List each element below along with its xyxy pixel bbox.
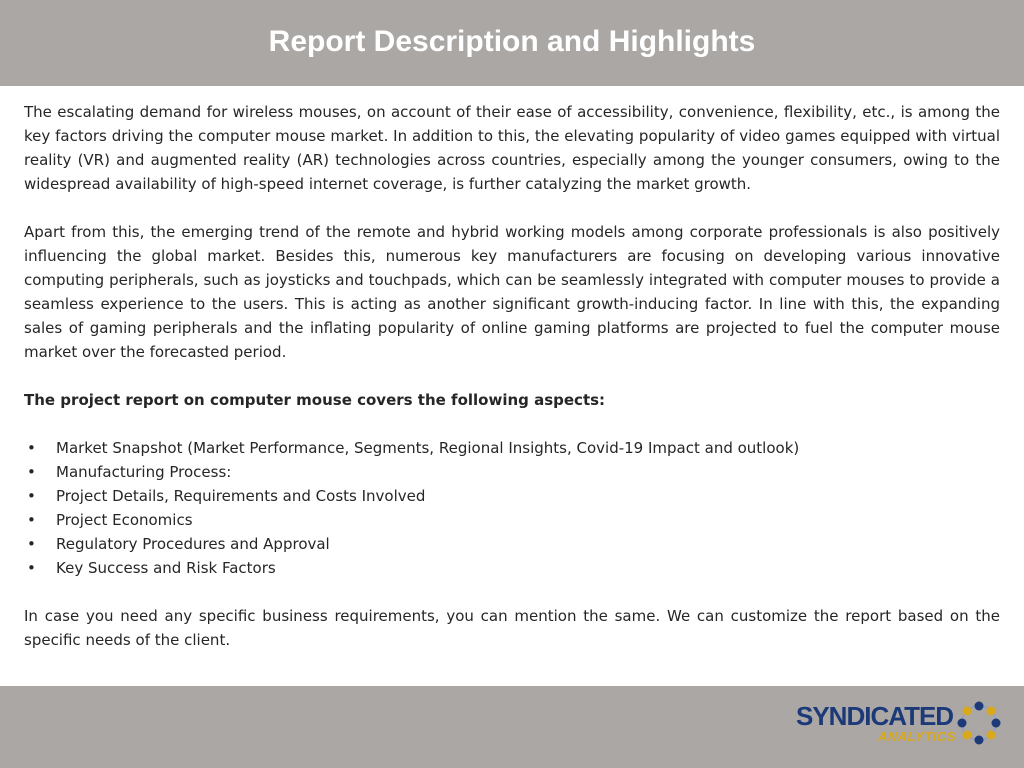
aspects-list: [24, 436, 1000, 580]
list-item-text: Key Success and Risk Factors: [56, 559, 276, 577]
bullet-icon: •: [27, 439, 36, 457]
list-item-text: Regulatory Procedures and Approval: [56, 535, 330, 553]
syndicated-analytics-logo: [796, 700, 1006, 750]
list-item-text: Project Economics: [56, 511, 193, 529]
logo-wordmark: SYNDICATED: [796, 701, 954, 731]
list-item: [24, 556, 1000, 580]
paragraph-market-trends: Apart from this, the emerging trend of the remote and hybrid working models among corporate professionals is also positively influencing the global market. Besides this, numerous key manufacturers are focusing on developing various innovative computing peripherals, such as joysticks and touchpads, which can be seamlessly integrated with computer mouses to provide a seamless experience to the users. This is acting as another significant growth-inducing factor. In line with this, the expanding sales of gaming peripherals and the inflating popularity of online gaming platforms are projected to fuel the computer mouse market over the forecasted period.: [24, 223, 1000, 361]
bullet-icon: •: [27, 463, 36, 481]
aspects-heading: The project report on computer mouse covers the following aspects:: [24, 391, 606, 409]
bullet-icon: •: [27, 511, 36, 529]
list-item: [24, 484, 1000, 508]
report-description: [24, 100, 1000, 676]
page-title: Report Description and Highlights: [268, 25, 756, 58]
list-item-text: Market Snapshot (Market Performance, Segments, Regional Insights, Covid-19 Impact and outlook): [56, 439, 800, 457]
bullet-icon: •: [27, 559, 36, 577]
network-circle-icon: [956, 700, 1002, 746]
paragraph-customization: In case you need any specific business requirements, you can mention the same. We can customize the report based on the specific needs of the client.: [24, 607, 1000, 649]
list-item-text: Manufacturing Process:: [56, 463, 232, 481]
bullet-icon: •: [27, 487, 36, 505]
list-item: [24, 460, 1000, 484]
list-item-text: Project Details, Requirements and Costs Involved: [56, 487, 426, 505]
bullet-icon: •: [27, 535, 36, 553]
list-item: [24, 532, 1000, 556]
list-item: [24, 436, 1000, 460]
list-item: [24, 508, 1000, 532]
paragraph-market-drivers: The escalating demand for wireless mouses, on account of their ease of accessibility, convenience, flexibility, etc., is among the key factors driving the computer mouse market. In addition to this, the elevating popularity of video games equipped with virtual reality (VR) and augmented reality (AR) technologies across countries, especially among the younger consumers, owing to the widespread availability of high-speed internet coverage, is further catalyzing the market growth.: [24, 103, 1000, 193]
logo-subtitle: ANALYTICS: [878, 729, 956, 744]
